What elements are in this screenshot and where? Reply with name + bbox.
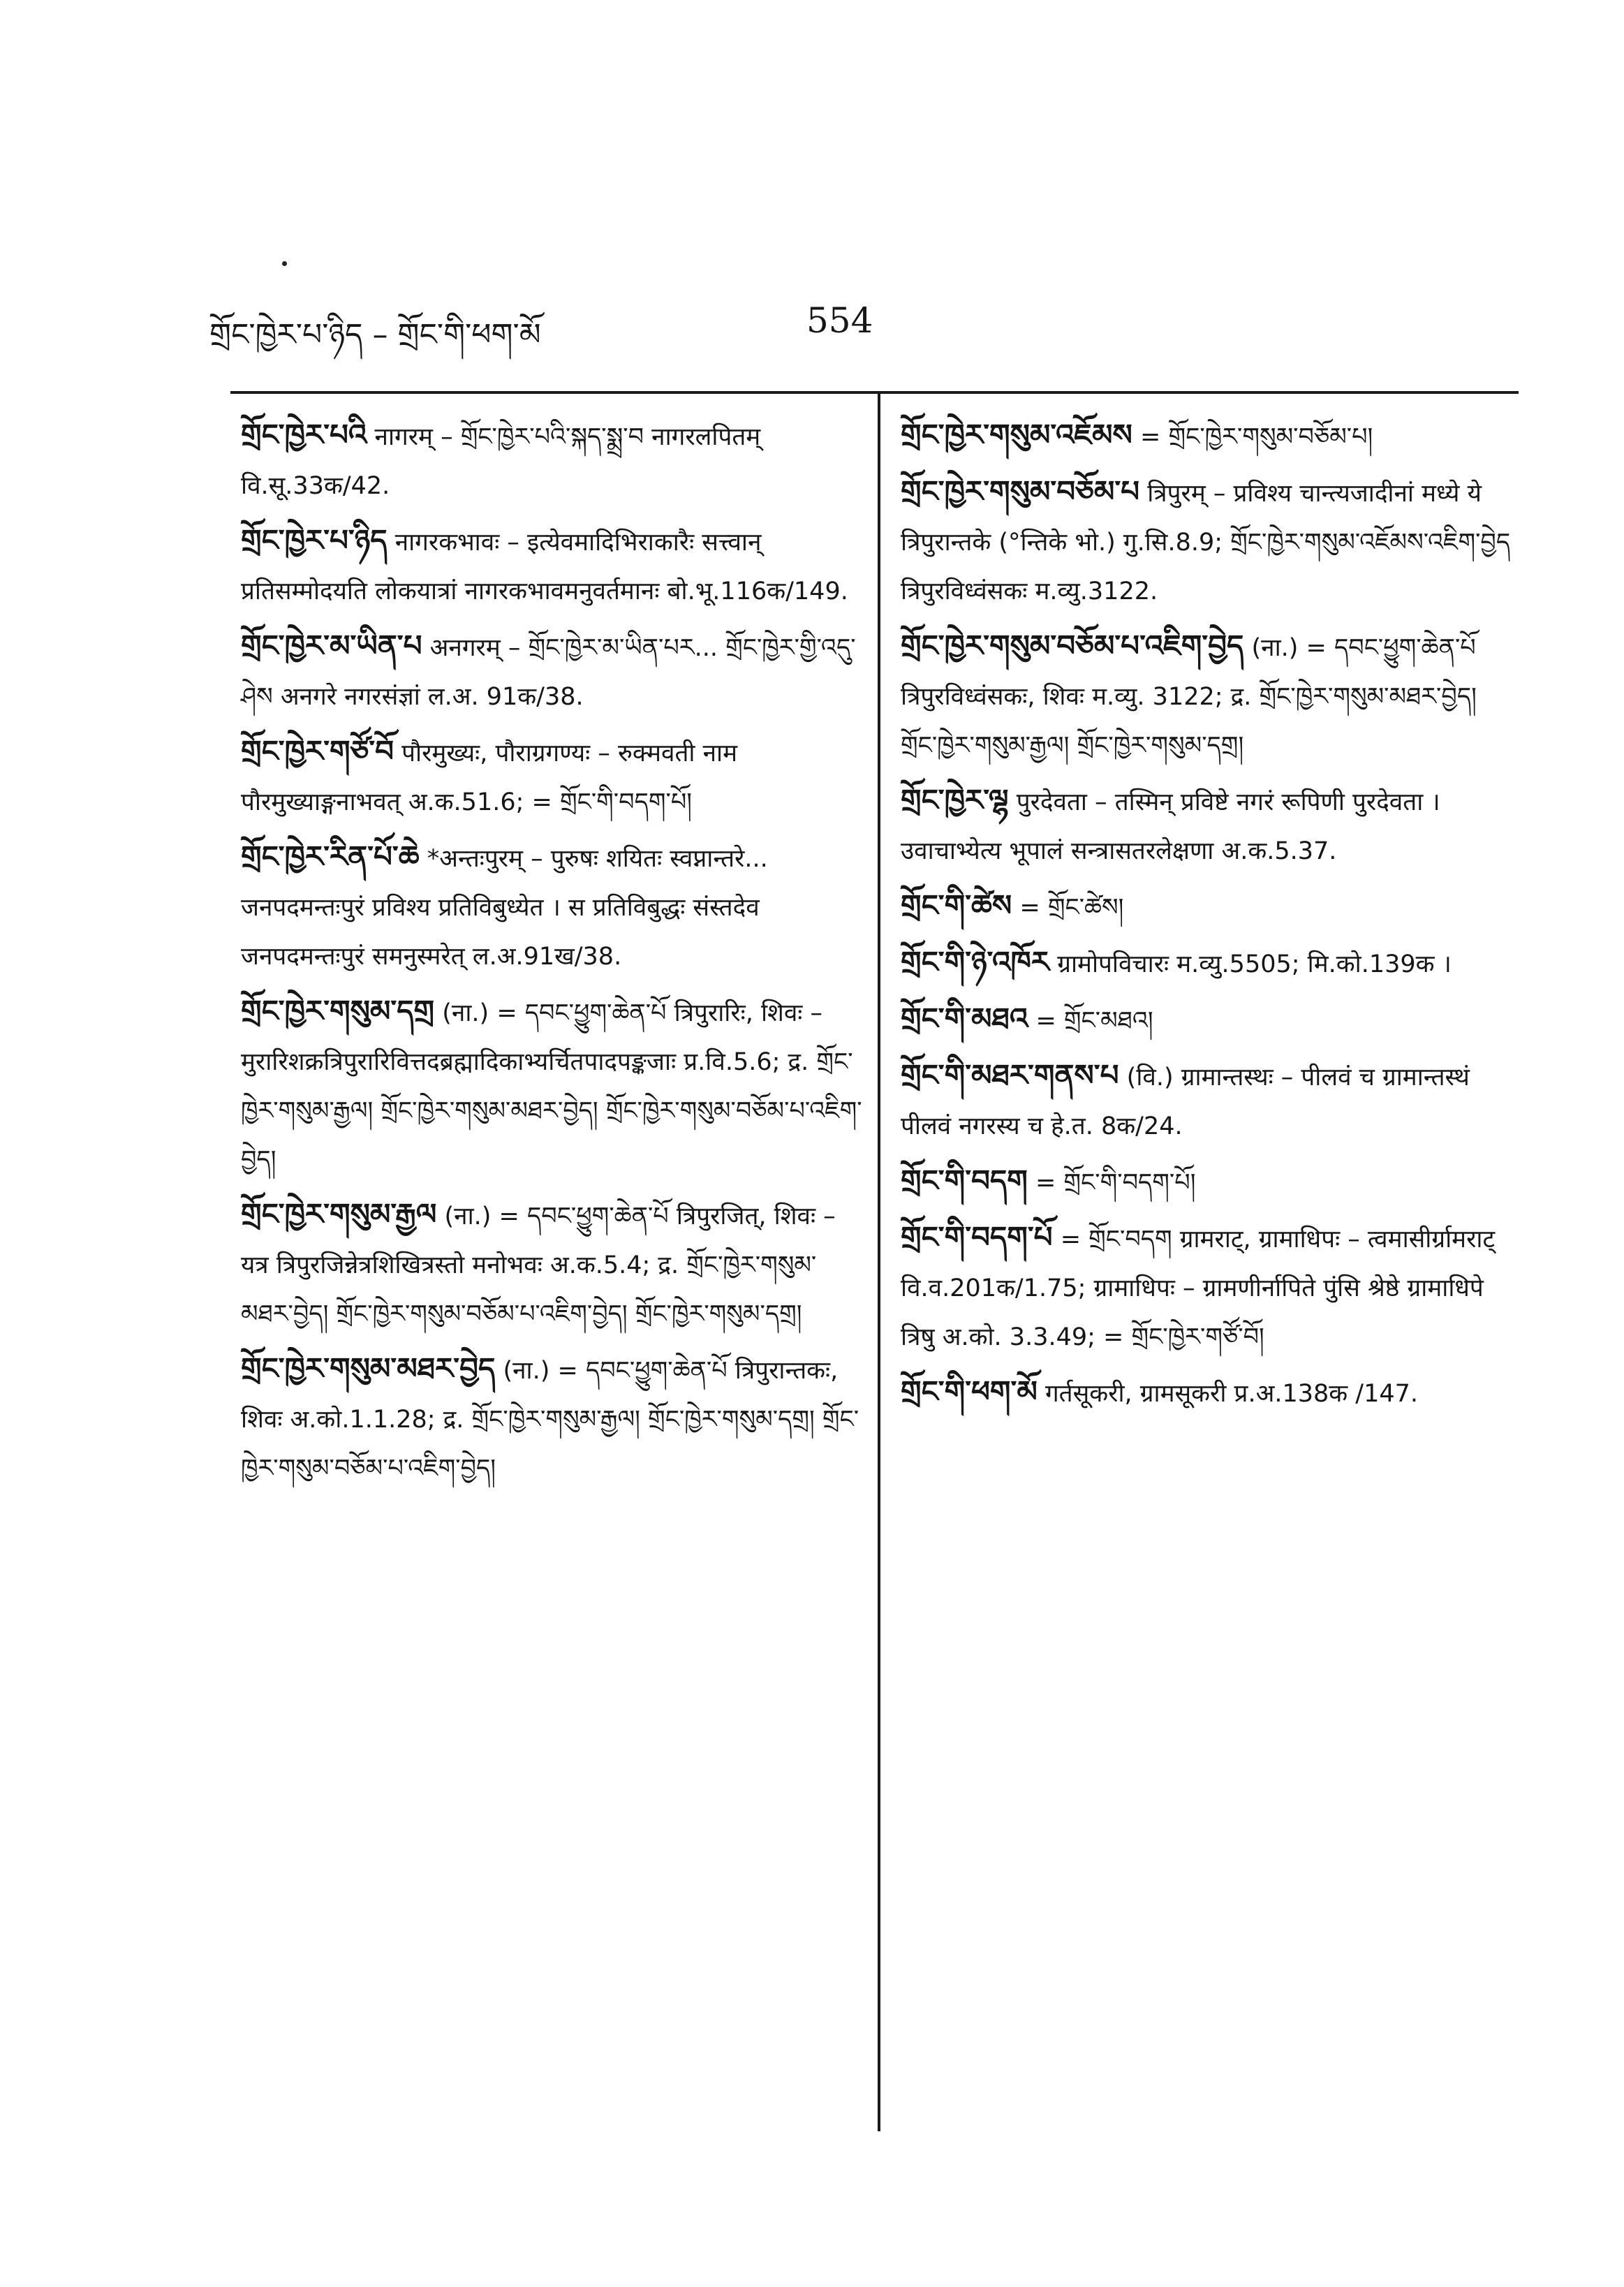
- entry-text: = གྲོང་གི་བདག་པོ།: [1035, 1169, 1196, 1197]
- dictionary-entry: [901, 881, 1515, 932]
- entry-headword: གྲོང་ཁྱེར་གསུམ་དགྲ: [241, 994, 435, 1028]
- dictionary-entry: [901, 1051, 1515, 1151]
- dictionary-entry: [901, 994, 1515, 1045]
- entry-text: ग्रामोपविचारः म.व्यु.5505; मि.को.139क ।: [1057, 950, 1452, 978]
- dictionary-entry: [241, 832, 866, 981]
- entry-text: (ना.) = དབང་ཕྱུག་ཆེན་པོ त्रिपुरविध्वंसकः, शिवः म.व्यु. 3122; द्र. གྲོང་ཁྱེར་གསུམ་མཐར་བྱེད། གྲོང་ཁྱེར་གསུམ་རྒྱལ། གྲོང་ཁྱེར་གསུམ་དགྲ།: [901, 634, 1477, 760]
- right-column: [901, 411, 1515, 1424]
- entry-text: त्रिपुरम् – प्रविश्य चान्त्यजादीनां मध्ये ये त्रिपुरान्तके (°न्तिके भो.) गु.सि.8.9; གྲོང་ཁྱེར་གསུམ་འཇོམས་འཇིག་བྱེད त्रिपुरविध्वंसकः म.व्यु.3122.: [901, 480, 1511, 605]
- dictionary-entry: [901, 411, 1515, 462]
- entry-headword: གྲོང་གི་ཕག་མོ: [901, 1374, 1038, 1409]
- header-rule: [230, 391, 1519, 394]
- dictionary-entry: [901, 1367, 1515, 1418]
- entry-text: अनगरम् – གྲོང་ཁྱེར་མ་ཡིན་པར... གྲོང་ཁྱེར་གྱི་འདུ་ཤེས अनगरे नगरसंज्ञां ल.अ. 91क/38.: [241, 634, 856, 711]
- entry-headword: གྲོང་ཁྱེར་ལྷ: [901, 783, 1009, 817]
- entry-headword: གྲོང་ཁྱེར་གསུམ་བཅོམ་པ: [901, 474, 1140, 508]
- dictionary-entry: [901, 1213, 1515, 1362]
- entry-text: = གྲོང་ཁྱེར་གསུམ་བཅོམ་པ།: [1140, 423, 1373, 451]
- entry-headword: གྲོང་ཁྱེར་གཙོ་བོ: [241, 734, 394, 768]
- entry-headword: གྲོང་གི་ཉེ་འཁོར: [901, 945, 1050, 979]
- dictionary-entry: [241, 727, 866, 827]
- dictionary-entry: [901, 938, 1515, 989]
- entry-text: (वि.) ग्रामान्तस्थः – पीलवं च ग्रामान्तस्थं पीलवं नगरस्य च हे.त. 8क/24.: [901, 1064, 1470, 1140]
- dictionary-entry: [241, 516, 866, 616]
- entry-headword: གྲོང་ཁྱེར་གསུམ་རྒྱལ: [241, 1197, 437, 1231]
- entry-headword: གྲོང་གི་མཐའ: [901, 1001, 1028, 1036]
- entry-text: पुरदेवता – तस्मिन् प्रविष्टे नगरं रूपिणी पुरदेवता । उवाचाभ्येत्य भूपालं सन्त्रासतरलेक्षणा अ.क.5.37.: [901, 788, 1440, 865]
- entry-headword: གྲོང་གི་བདག: [901, 1163, 1028, 1198]
- page-number: 554: [806, 300, 873, 341]
- running-head: གྲོང་ཁྱེར་པ་ཉིད – གྲོང་གི་ཕག་མོ: [209, 317, 541, 353]
- entry-headword: གྲོང་ཁྱེར་གསུམ་འཇོམས: [901, 418, 1132, 452]
- entry-text: = གྲོང་བདག ग्रामराट्, ग्रामाधिपः – त्वमासीर्ग्रामराट् वि.व.201क/1.75; ग्रामाधिपः – ग्रामणीर्नापिते पुंसि श्रेष्ठे ग्रामाधिपे त्रिषु अ.को. 3.3.49; = གྲོང་ཁྱེར་གཙོ་བོ།: [901, 1226, 1496, 1351]
- dictionary-entry: [901, 467, 1515, 616]
- dictionary-entry: [241, 987, 866, 1184]
- entry-headword: གྲོང་གི་བདག་པོ: [901, 1220, 1053, 1254]
- column-divider: [878, 392, 880, 2131]
- entry-text: पौरमुख्यः, पौराग्रगण्यः – रुक्मवती नाम पौरमुख्याङ्गनाभवत् अ.क.51.6; = གྲོང་གི་བདག་པོ།: [241, 740, 738, 816]
- entry-headword: གྲོང་ཁྱེར་གསུམ་མཐར་བྱེད: [241, 1351, 496, 1385]
- entry-headword: གྲོང་གི་མཐར་གནས་པ: [901, 1058, 1119, 1092]
- dictionary-entry: [241, 1190, 866, 1339]
- entry-text: = གྲོང་མཐའ།: [1035, 1007, 1153, 1035]
- entry-headword: གྲོང་གི་ཚེས: [901, 888, 1012, 922]
- stray-dot: [282, 261, 287, 266]
- entry-headword: གྲོང་ཁྱེར་མ་ཡིན་པ: [241, 628, 422, 663]
- entry-headword: གྲོང་ཁྱེར་པ་ཉིད: [241, 523, 387, 557]
- entry-text: (ना.) = དབང་ཕྱུག་ཆེན་པོ त्रिपुरारिः, शिवः – मुरारिशक्रत्रिपुरारिवित्तदब्रह्मादिकाभ्यर्चितपादपङ्कजाः प्र.वि.5.6; द्र. གྲོང་ཁྱེར་གསུམ་རྒྱལ། གྲོང་ཁྱེར་གསུམ་མཐར་བྱེད། གྲོང་ཁྱེར་གསུམ་བཅོམ་པ་འཇིག་བྱེད།: [241, 999, 862, 1174]
- entry-text: (ना.) = དབང་ཕྱུག་ཆེན་པོ त्रिपुरान्तकः, शिवः अ.को.1.1.28; द्र. གྲོང་ཁྱེར་གསུམ་རྒྱལ། གྲོང་ཁྱེར་གསུམ་དགྲ། གྲོང་ཁྱེར་གསུམ་བཅོམ་པ་འཇིག་བྱེད།: [241, 1357, 859, 1483]
- left-column: [241, 411, 866, 1499]
- entry-text: नागरम् – གྲོང་ཁྱེར་པའི་སྐད་སྨྲ་བ नागरलपितम् वि.सू.33क/42.: [241, 423, 761, 500]
- entry-text: गर्तसूकरी, ग्रामसूकरी प्र.अ.138क /147.: [1044, 1380, 1418, 1408]
- dictionary-entry: [241, 1344, 866, 1493]
- entry-headword: གྲོང་ཁྱེར་གསུམ་བཅོམ་པ་འཇིག་བྱེད: [901, 628, 1244, 663]
- entry-headword: གྲོང་ཁྱེར་པའི: [241, 418, 367, 452]
- entry-text: (ना.) = དབང་ཕྱུག་ཆེན་པོ त्रिपुरजित्, शिवः – यत्र त्रिपुरजिन्नेत्रशिखित्रस्तो मनोभवः अ.क.5.4; द्र. གྲོང་ཁྱེར་གསུམ་མཐར་བྱེད། གྲོང་ཁྱེར་གསུམ་བཅོམ་པ་འཇིག་བྱེད། གྲོང་ཁྱེར་གསུམ་དགྲ།: [241, 1203, 836, 1328]
- dictionary-entry: [901, 776, 1515, 876]
- entry-headword: གྲོང་ཁྱེར་རིན་པོ་ཆེ: [241, 839, 420, 874]
- entry-text: नागरकभावः – इत्येवमादिभिराकारैः सत्त्वान् प्रतिसम्मोदयति लोकयात्रां नागरकभावमनुवर्तमानः बो.भू.116क/149.: [241, 529, 848, 605]
- entry-text: = གྲོང་ཚེས།: [1019, 894, 1124, 922]
- dictionary-entry: [241, 622, 866, 721]
- entry-text: *अन्तःपुरम् – पुरुषः शयितः स्वप्नान्तरे... जनपदमन्तःपुरं प्रविश्य प्रतिविबुध्येत । स प्रतिविबुद्धः संस्तदेव जनपदमन्तःपुरं समनुस्मरेत् ल.अ.91ख/38.: [241, 845, 768, 971]
- dictionary-entry: [241, 411, 866, 510]
- dictionary-entry: [901, 622, 1515, 770]
- dictionary-entry: [901, 1156, 1515, 1207]
